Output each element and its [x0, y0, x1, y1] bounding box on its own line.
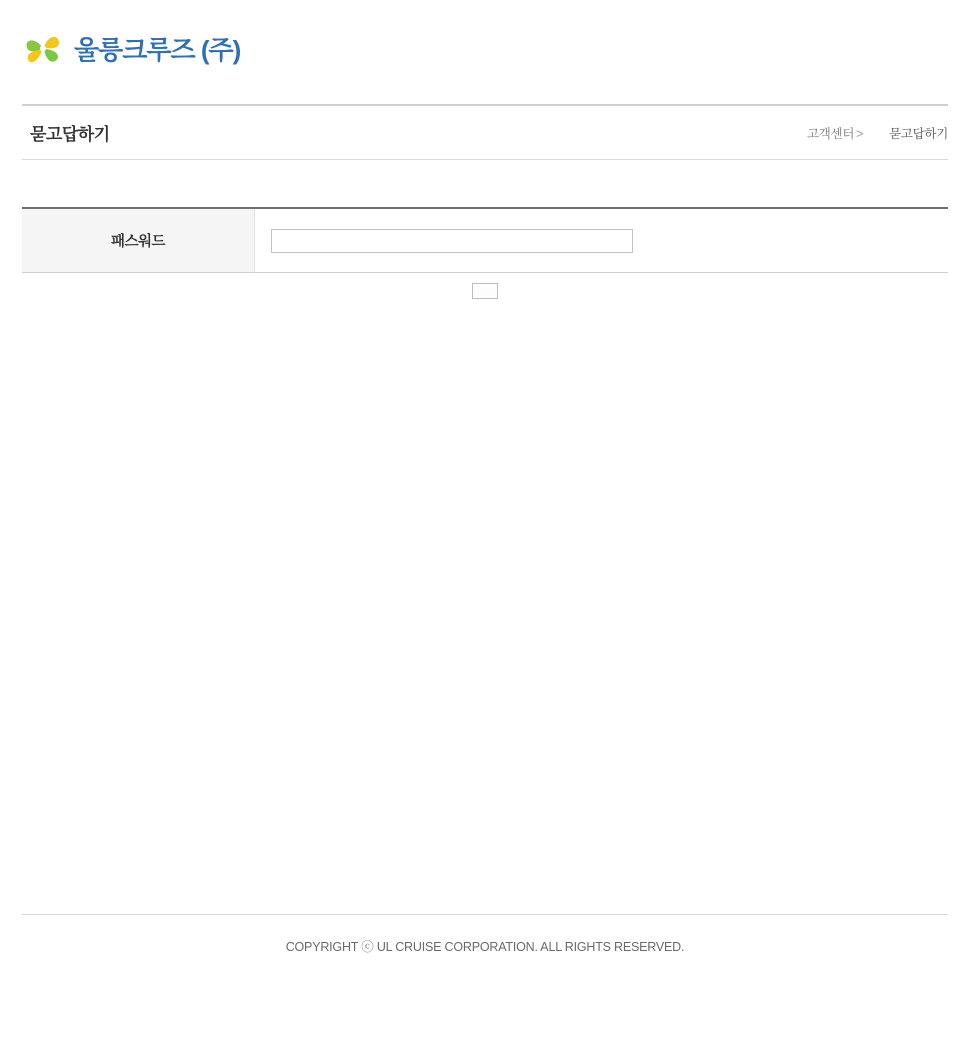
breadcrumb — [807, 124, 948, 142]
password-input[interactable] — [271, 229, 633, 253]
breadcrumb-current: 묻고답하기 — [889, 127, 948, 141]
breadcrumb-parent[interactable]: 고객센터 — [807, 127, 855, 141]
brand-name — [74, 37, 240, 63]
brand-name-suffix: (주) — [194, 35, 241, 65]
breadcrumb-separator-icon: > — [856, 127, 864, 141]
page-titlebar — [22, 104, 948, 160]
password-label: 패스워드 — [22, 208, 255, 273]
site-logo[interactable] — [22, 28, 240, 72]
brand-name-main: 울릉크루즈 — [74, 35, 195, 65]
password-form-table — [22, 207, 948, 273]
site-header — [0, 0, 970, 104]
page-title: 묻고답하기 — [30, 125, 110, 144]
pinwheel-flower-logo-icon — [22, 28, 66, 72]
table-row — [22, 208, 948, 273]
site-footer — [22, 914, 948, 955]
submit-row — [22, 283, 948, 303]
submit-button[interactable] — [472, 283, 498, 299]
password-field-cell — [255, 208, 949, 273]
password-form-area — [22, 160, 948, 303]
copyright-text: COPYRIGHT ⓒ UL CRUISE CORPORATION. ALL RIGHTS RESERVED. — [285, 940, 685, 954]
